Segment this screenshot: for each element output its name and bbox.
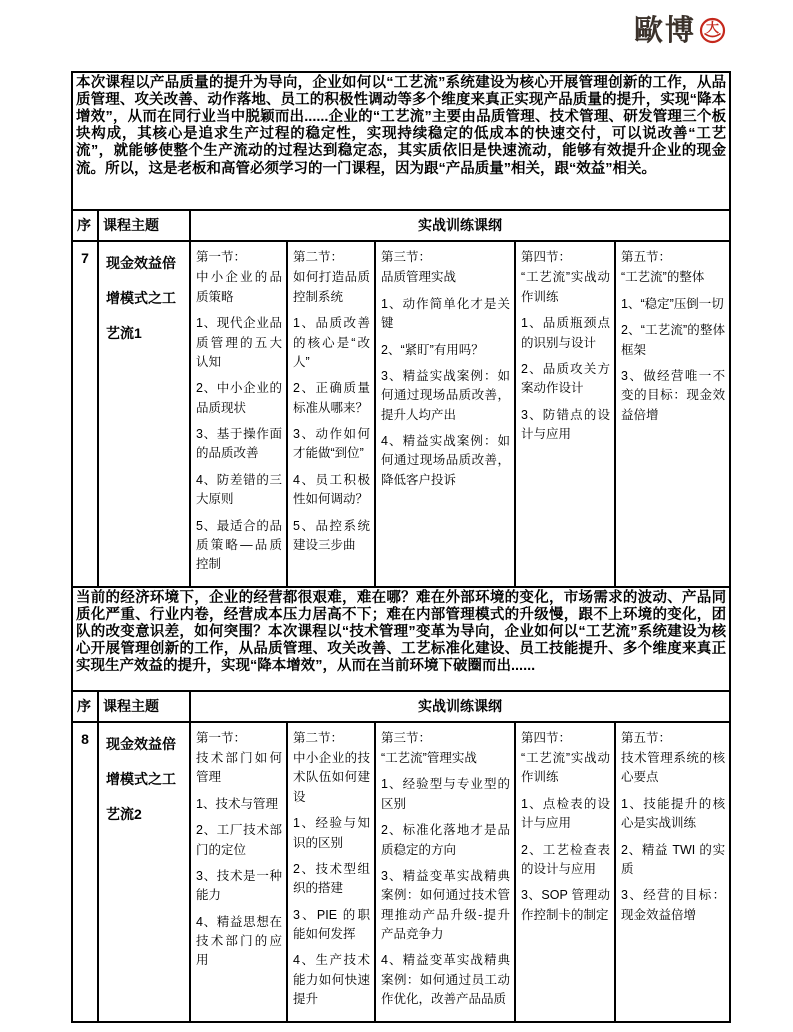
oubo-logo xyxy=(634,13,726,47)
section-cell-5 xyxy=(615,722,730,1022)
section-cell-4 xyxy=(515,722,615,1022)
section-items: 1、经验与知识的区别 2、技术型组织的搭建 3、PIE 的职能如何发挥 4、生产技术能力如何快速提升 xyxy=(293,816,370,1007)
header-topic: 课程主题 xyxy=(98,691,190,722)
section-subtitle: 中小企业的技术队伍如何建设 xyxy=(293,751,370,804)
svg-text:大: 大 xyxy=(706,21,720,36)
section-title: 第三节： xyxy=(381,730,432,745)
course-topic: 现金效益倍增模式之工艺流2 xyxy=(98,722,190,1022)
course-row-7 xyxy=(72,241,730,587)
curriculum-table xyxy=(71,71,729,1023)
section-title: 第一节： xyxy=(196,250,247,264)
course-topic: 现金效益倍增模式之工艺流1 xyxy=(98,241,190,587)
header-topic: 课程主题 xyxy=(98,210,190,241)
intro-paragraph: 本次课程以产品质量的提升为导向，企业如何以“工艺流”系统建设为核心开展管理创新的工作，从品质管理、攻关改善、动作落地、员工的积极性调动等多个维度来真正实现产品质量的提升，实现“降本增效”，从而在同行业当中脱颖而出......企业的“工艺流”主要由品质管理、技术管理、研发管理三个板块构成，其核心是追求生产过程的稳定性，实现持续稳定的低成本的快速交付，可以说改善“工艺流”，就能够使整个生产流动的过程达到稳定态，其实质依旧是快速流动，能够有效提升企业的现金流。所以，这是老板和高管必须学习的一门课程，因为跟“产品质量”相关，跟“效益”相关。 xyxy=(72,72,730,210)
section-items: 1、品质瓶颈点的识别与设计 2、品质攻关方案动作设计 3、防错点的设计与应用 xyxy=(521,316,610,441)
section-cell-2 xyxy=(287,722,375,1022)
intro-row xyxy=(72,72,730,210)
course-row-8 xyxy=(72,722,730,1022)
logo-text: 歐博 xyxy=(634,13,697,47)
section-subtitle: 如何打造品质控制系统 xyxy=(293,270,370,304)
seal-icon xyxy=(699,17,726,44)
section-title: 第二节： xyxy=(293,250,344,264)
middle-row xyxy=(72,587,730,691)
section-title: 第一节： xyxy=(196,730,247,745)
header-row xyxy=(72,691,730,722)
header-outline: 实战训练课纲 xyxy=(190,210,730,241)
course-seq: 8 xyxy=(72,722,98,1022)
section-cell-5 xyxy=(615,241,730,587)
middle-paragraph: 当前的经济环境下，企业的经营都很艰难，难在哪？难在外部环境的变化，市场需求的波动、产品同质化严重、行业内卷，经营成本压力居高不下；难在内部管理模式的升级慢，跟不上环境的变化，团队的改变意识差，如何突围？本次课程以“技术管理”变革为导向，企业如何以“工艺流”系统建设为核心开展管理创新的工作，从品质管理、攻关改善、工艺标准化建设、员工技能提升、多个维度来真正实现生产效益的提升，实现“降本增效”，从而在当前环境下破圈而出...... xyxy=(72,587,730,691)
section-title: 第五节： xyxy=(621,250,672,264)
section-subtitle: “工艺流”的整体 xyxy=(621,270,705,285)
section-cell-2 xyxy=(287,241,375,587)
section-cell-3 xyxy=(375,722,515,1022)
section-cell-3 xyxy=(375,241,515,587)
section-items: 1、“稳定”压倒一切 2、“工艺流”的整体框架 3、做经营唯一不变的目标：现金效益倍增 xyxy=(621,296,726,422)
section-items: 1、经验型与专业型的区别 2、标准化落地才是品质稳定的方向 3、精益变革实战精典案例：如何通过技术管理推动产品升级-提升产品竞争力 4、精益变革实战精典案例：如何通过员工动作优化，改善产品品质 xyxy=(381,777,510,1007)
section-title: 第四节： xyxy=(521,730,572,745)
course-seq: 7 xyxy=(72,241,98,587)
section-subtitle: “工艺流”实战动作训练 xyxy=(521,270,610,304)
section-cell-1 xyxy=(190,722,287,1022)
section-title: 第三节： xyxy=(381,250,432,264)
section-items: 1、技能提升的核心是实战训练 2、精益 TWI 的实质 3、经营的目标：现金效益倍增 xyxy=(621,796,726,922)
section-cell-1 xyxy=(190,241,287,587)
section-subtitle: 中小企业的品质策略 xyxy=(196,270,282,304)
section-items: 1、技术与管理 2、工厂技术部门的定位 3、技术是一种能力 4、精益思想在技术部门的应用 xyxy=(196,796,282,968)
section-items: 1、品质改善的核心是“改人” 2、正确质量标准从哪来？ 3、动作如何才能做“到位” 4、员工积极性如何调动？ 5、品控系统建设三步曲 xyxy=(293,316,370,552)
header-seq: 序 xyxy=(72,691,98,722)
section-subtitle: “工艺流”管理实战 xyxy=(381,751,477,765)
section-subtitle: 品质管理实战 xyxy=(381,270,457,285)
section-cell-4 xyxy=(515,241,615,587)
section-items: 1、现代企业品质管理的五大认知 2、中小企业的品质现状 3、基于操作面的品质改善 4、防差错的三大原则 5、最适合的品质策略—品质控制 xyxy=(196,316,282,572)
section-title: 第二节： xyxy=(293,730,344,745)
header-outline: 实战训练课纲 xyxy=(190,691,730,722)
header-row xyxy=(72,210,730,241)
section-items: 1、动作简单化才是关键 2、“紧盯”有用吗？ 3、精益实战案例：如何通过现场品质改善， 提升人均产出 4、精益实战案例：如何通过现场品质改善，降低客户投诉 xyxy=(381,296,510,487)
section-title: 第五节： xyxy=(621,730,672,745)
header-seq: 序 xyxy=(72,210,98,241)
section-subtitle: 技术部门如何管理 xyxy=(196,751,282,785)
section-subtitle: 技术管理系统的核心要点 xyxy=(621,751,726,785)
section-title: 第四节： xyxy=(521,250,572,264)
section-subtitle: “工艺流”实战动作训练 xyxy=(521,751,610,785)
course-table xyxy=(71,71,731,1023)
section-items: 1、点检表的设计与应用 2、工艺检查表的设计与应用 3、SOP 管理动作控制卡的制定 xyxy=(521,796,610,922)
